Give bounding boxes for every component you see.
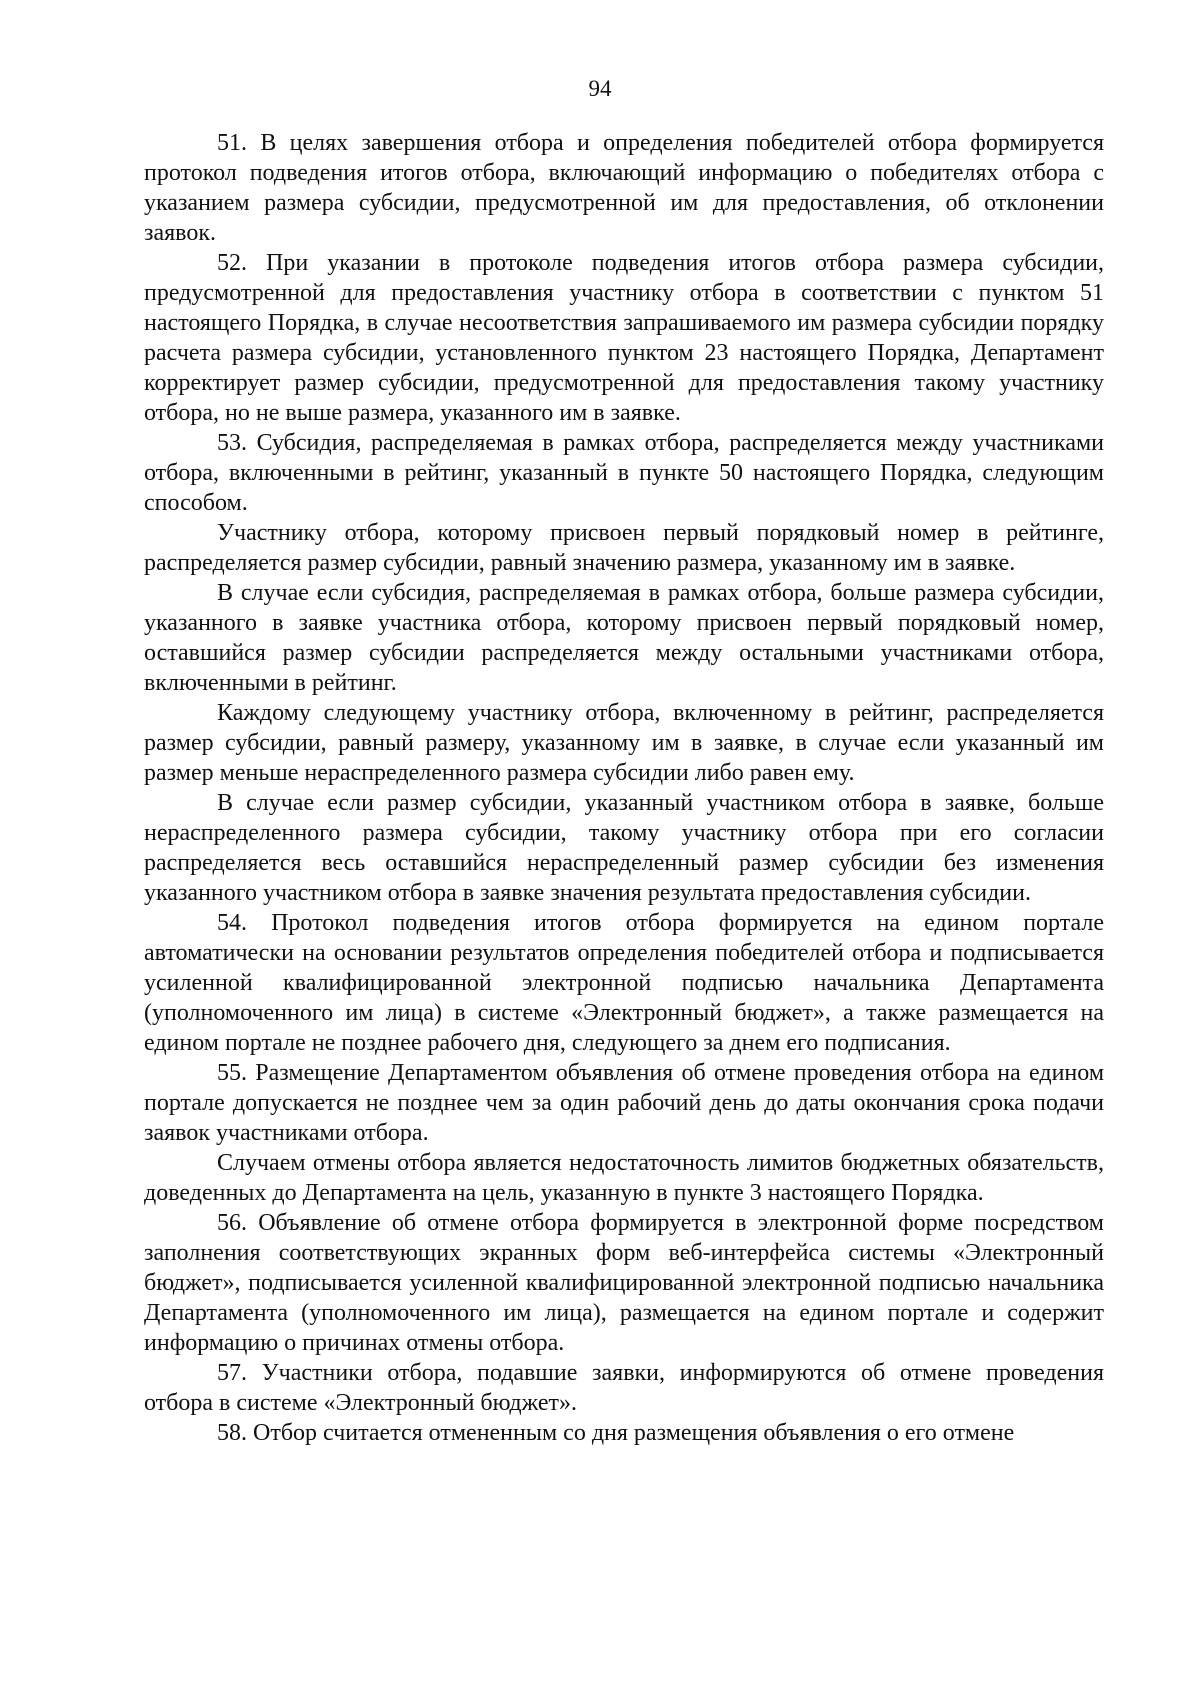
paragraph-51: 51. В целях завершения отбора и определения победителей отбора формируется протокол подведения итогов отбора, включающий информацию о победителях отбора с указанием размера субсидии, предусмотренной им для предоставления, об отклонении заявок. — [144, 130, 1104, 246]
page-number: 94 — [588, 76, 612, 101]
document-body — [144, 128, 1104, 1448]
paragraph-53-remaining: В случае если субсидия, распределяемая в рамках отбора, больше размера субсидии, указанного в заявке участника отбора, которому присвоен первый порядковый номер, оставшийся размер субсидии распределяется между остальными участниками отбора, включенными в рейтинг. — [144, 580, 1104, 696]
paragraph-53-each-next: Каждому следующему участнику отбора, включенному в рейтинг, распределяется размер субсидии, равный размеру, указанному им в заявке, в случае если указанный им размер меньше нераспределенного размера субсидии либо равен ему. — [144, 700, 1104, 786]
paragraph-53-first-participant: Участнику отбора, которому присвоен первый порядковый номер в рейтинге, распределяется размер субсидии, равный значению размера, указанному им в заявке. — [144, 520, 1104, 576]
paragraph-56: 56. Объявление об отмене отбора формируется в электронной форме посредством заполнения соответствующих экранных форм веб-интерфейса системы «Электронный бюджет», подписывается усиленной квалифицированной электронной подписью начальника Департамента (уполномоченного им лица), размещается на едином портале и содержит информацию о причинах отмены отбора. — [144, 1210, 1104, 1356]
paragraph-55: 55. Размещение Департаментом объявления об отмене проведения отбора на едином портале допускается не позднее чем за один рабочий день до даты окончания срока подачи заявок участниками отбора. — [144, 1060, 1104, 1146]
paragraph-55-cancellation-case: Случаем отмены отбора является недостаточность лимитов бюджетных обязательств, доведенных до Департамента на цель, указанную в пункте 3 настоящего Порядка. — [144, 1150, 1104, 1206]
paragraph-53: 53. Субсидия, распределяемая в рамках отбора, распределяется между участниками отбора, включенными в рейтинг, указанный в пункте 50 настоящего Порядка, следующим способом. — [144, 430, 1104, 516]
paragraph-57: 57. Участники отбора, подавшие заявки, информируются об отмене проведения отбора в системе «Электронный бюджет». — [144, 1360, 1104, 1416]
paragraph-52: 52. При указании в протоколе подведения итогов отбора размера субсидии, предусмотренной для предоставления участнику отбора в соответствии с пунктом 51 настоящего Порядка, в случае несоответствия запрашиваемого им размера субсидии порядку расчета размера субсидии, установленного пунктом 23 настоящего Порядка, Департамент корректирует размер субсидии, предусмотренной для предоставления такому участнику отбора, но не выше размера, указанного им в заявке. — [144, 250, 1104, 426]
paragraph-58: 58. Отбор считается отмененным со дня размещения объявления о его отмене — [217, 1420, 1015, 1446]
paragraph-53-exceeds: В случае если размер субсидии, указанный участником отбора в заявке, больше нераспределенного размера субсидии, такому участнику отбора при его согласии распределяется весь оставшийся нераспределенный размер субсидии без изменения указанного участником отбора в заявке значения результата предоставления субсидии. — [144, 790, 1104, 906]
paragraph-54: 54. Протокол подведения итогов отбора формируется на едином портале автоматически на основании результатов определения победителей отбора и подписывается усиленной квалифицированной электронной подписью начальника Департамента (уполномоченного им лица) в системе «Электронный бюджет», а также размещается на едином портале не позднее рабочего дня, следующего за днем его подписания. — [144, 910, 1104, 1056]
